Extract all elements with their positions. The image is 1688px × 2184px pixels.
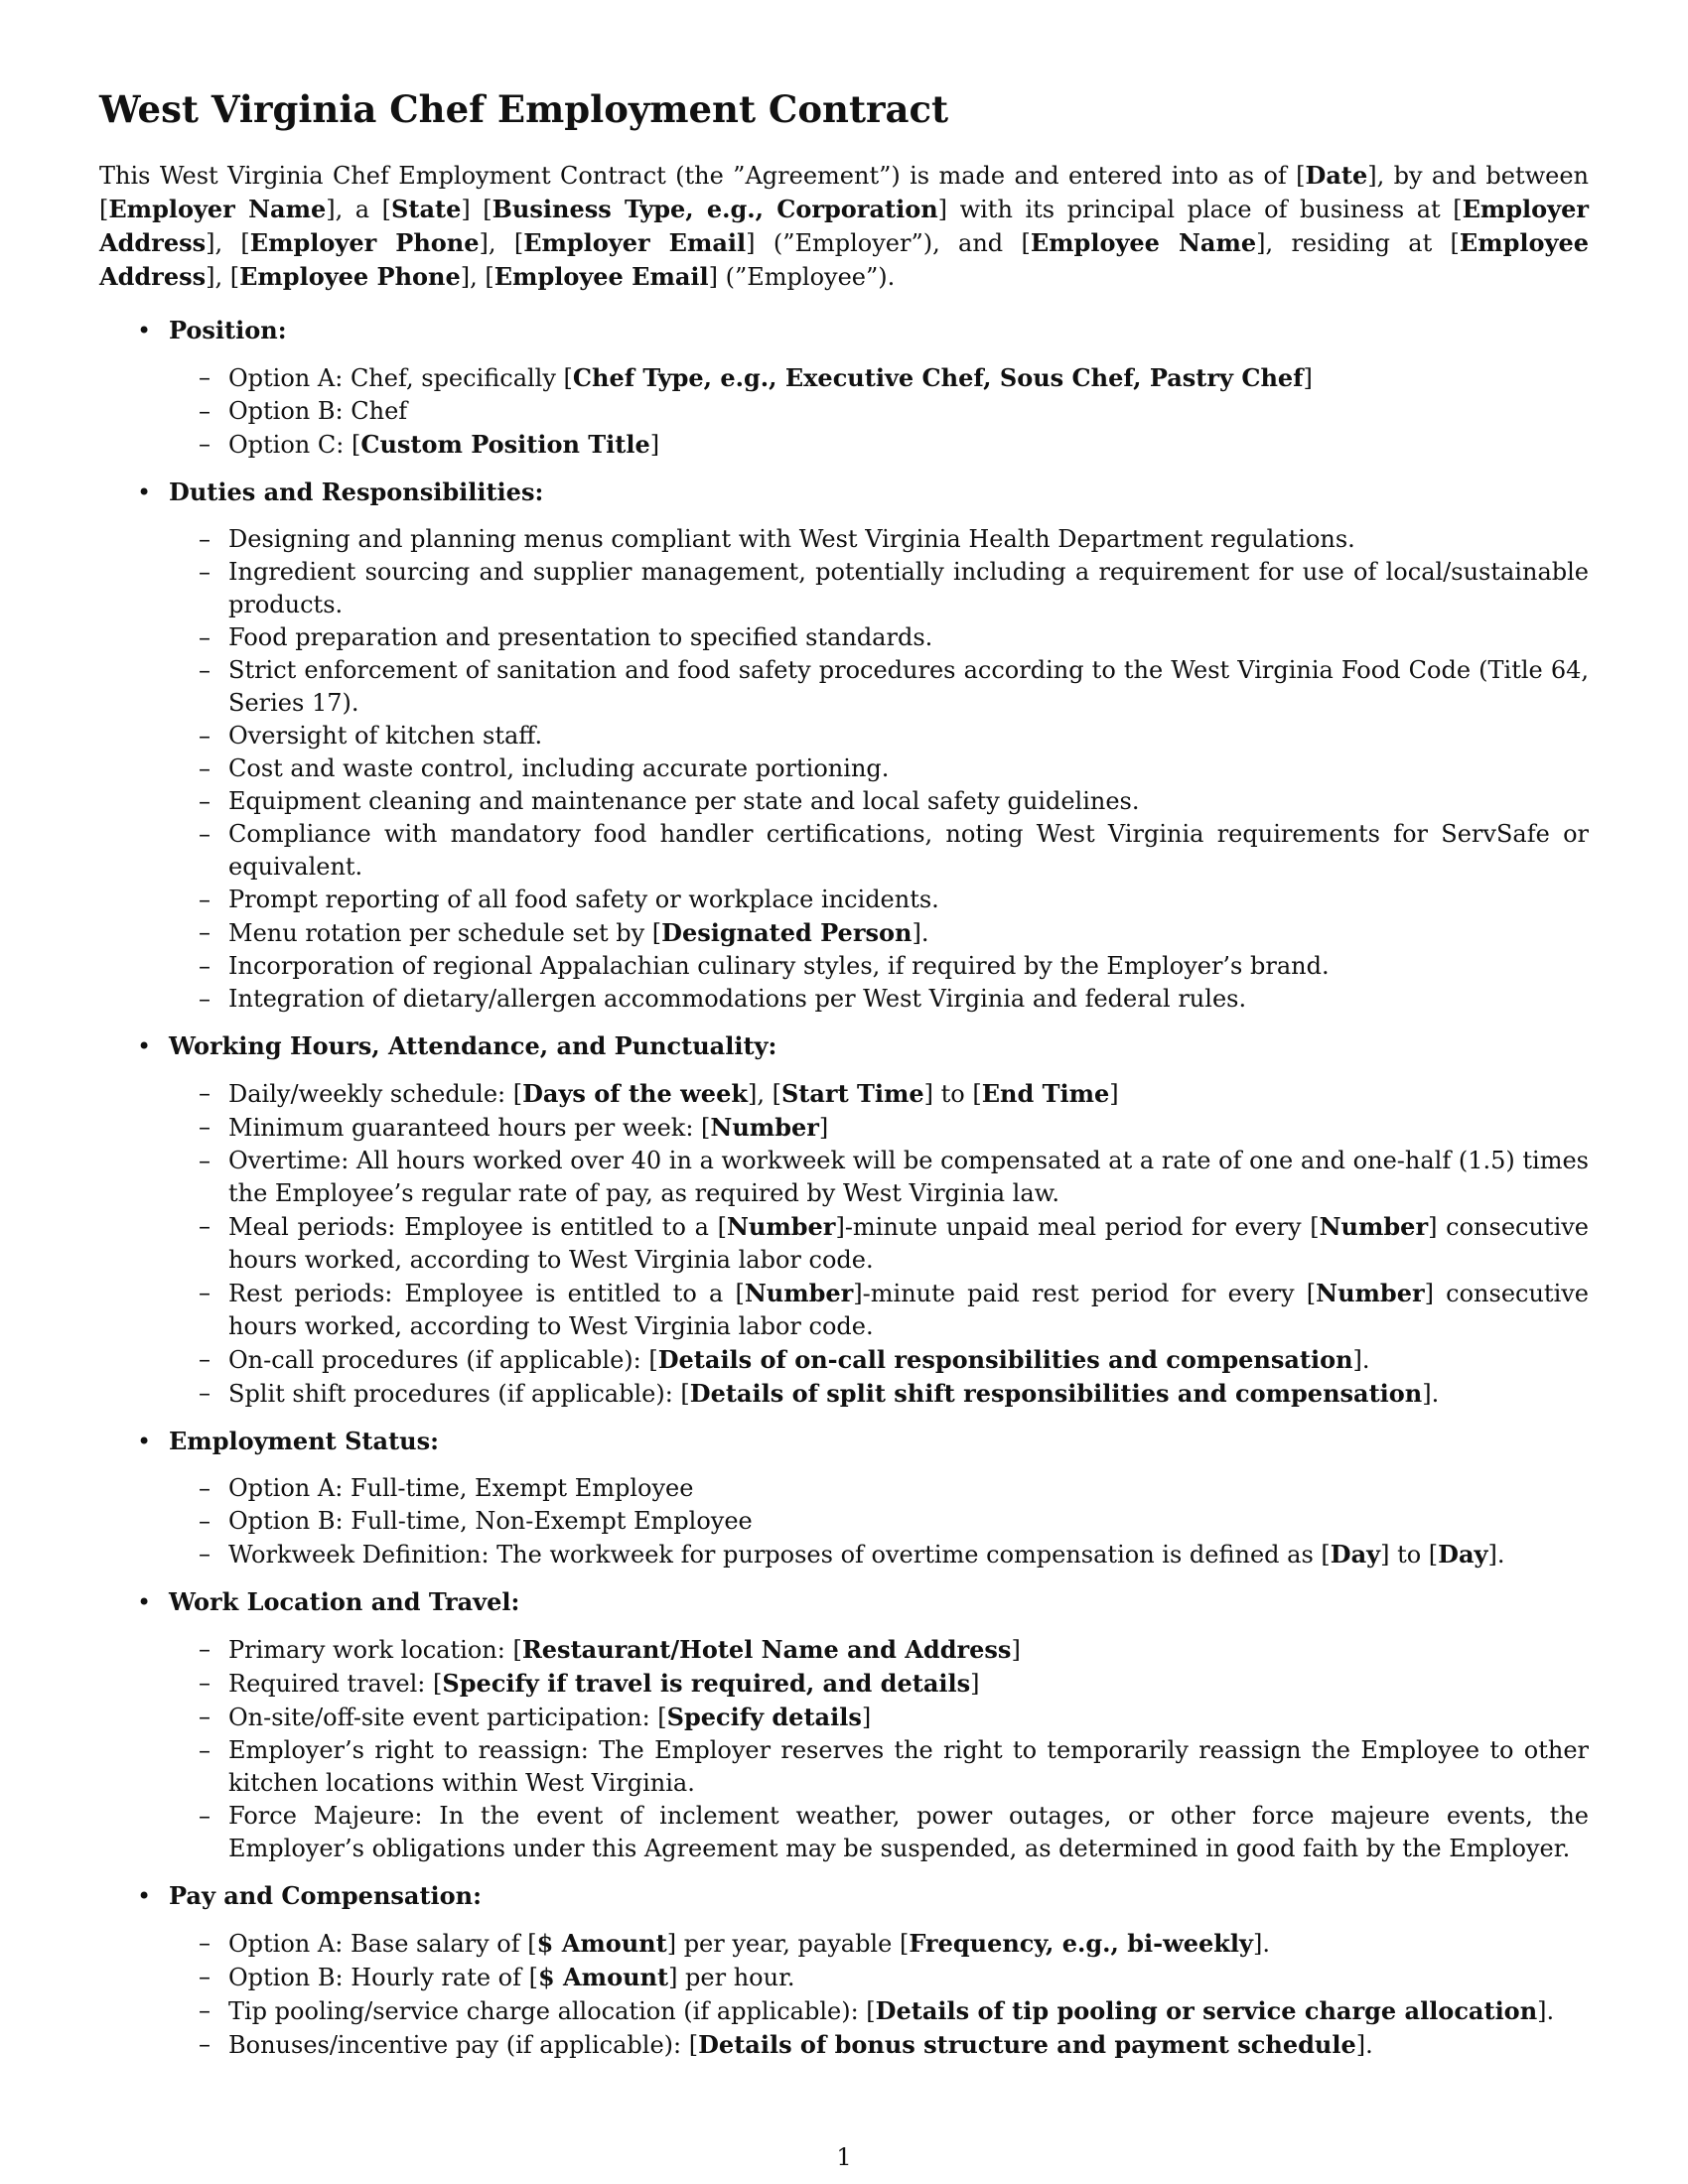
section-title: • Duties and Responsibilities: xyxy=(169,478,544,507)
item-list xyxy=(169,1077,1589,1411)
placeholder-employer-address: Employer Address xyxy=(99,195,1590,258)
list-item: – Daily/weekly schedule: [Days of the week], [Start Time] to [End Time] xyxy=(169,1077,1589,1111)
list-item: – Option B: Chef xyxy=(169,395,1589,428)
list-item: – Option C: [Custom Position Title] xyxy=(169,428,1589,462)
intro-paragraph: This West Virginia Chef Employment Contract (the ”Agreement”) is made and entered into as of [Date], by and between [Employer Name], a [State] [Business Type, e.g., Corporation] with its principal place of business at [Employer Address], [Employer Phone], [Employer Email] (”Employer”), and [Employee Name], residing at [Employee Address], [Employee Phone], [Employee Email] (”Employee”). xyxy=(99,161,1590,292)
section-employment-status xyxy=(99,1425,1589,1571)
placeholder-employee-email: Employee Email xyxy=(493,262,709,292)
list-item: – Incorporation of regional Appalachian culinary styles, if required by the Employer’s brand. xyxy=(169,950,1589,983)
list-item: – Oversight of kitchen staff. xyxy=(169,720,1589,752)
list-item: – Bonuses/incentive pay (if applicable): [Details of bonus structure and payment schedule]. xyxy=(169,2028,1589,2062)
placeholder-business-type: Business Type, e.g., Corporation xyxy=(492,195,938,224)
list-item: – Prompt reporting of all food safety or workplace incidents. xyxy=(169,884,1589,916)
item-list xyxy=(169,1927,1589,2062)
section-title: • Employment Status: xyxy=(169,1427,439,1456)
list-item: – Option B: Hourly rate of [$ Amount] per hour. xyxy=(169,1961,1589,1994)
placeholder-employer-email: Employer Email xyxy=(523,228,747,258)
list-item: – Meal periods: Employee is entitled to a [Number]-minute unpaid meal period for every [Number] consecutive hours worked, according to West Virginia labor code. xyxy=(169,1210,1589,1277)
list-item: – Tip pooling/service charge allocation (if applicable): [Details of tip pooling or service charge allocation]. xyxy=(169,1994,1589,2028)
list-item: – Rest periods: Employee is entitled to a [Number]-minute paid rest period for every [Number] consecutive hours worked, according to West Virginia labor code. xyxy=(169,1277,1589,1343)
list-item: – Workweek Definition: The workweek for purposes of overtime compensation is defined as [Day] to [Day]. xyxy=(169,1538,1589,1571)
section-title: • Work Location and Travel: xyxy=(169,1587,520,1617)
section-pay xyxy=(99,1879,1589,2062)
contract-sections xyxy=(99,314,1589,2062)
document-title: West Virginia Chef Employment Contract xyxy=(99,87,949,131)
list-item: – On-call procedures (if applicable): [Details of on-call responsibilities and compensation]. xyxy=(169,1343,1589,1377)
document-page xyxy=(99,87,1589,2076)
section-work-location xyxy=(99,1585,1589,1865)
section-title: • Working Hours, Attendance, and Punctuality: xyxy=(169,1031,777,1061)
section-position xyxy=(99,314,1589,462)
list-item: – Ingredient sourcing and supplier management, potentially including a requirement for use of local/sustainable products. xyxy=(169,556,1589,621)
list-item: – Force Majeure: In the event of inclement weather, power outages, or other force majeure events, the Employer’s obligations under this Agreement may be suspended, as determined in good faith by the Employer. xyxy=(169,1800,1589,1865)
item-list xyxy=(169,361,1589,462)
item-list xyxy=(169,523,1589,1016)
placeholder-employee-phone: Employee Phone xyxy=(239,262,461,292)
section-duties xyxy=(99,476,1589,1016)
placeholder-employer-name: Employer Name xyxy=(108,195,327,224)
list-item: – Compliance with mandatory food handler certifications, noting West Virginia requirements for ServSafe or equivalent. xyxy=(169,818,1589,884)
section-title: • Position: xyxy=(169,316,287,345)
list-item: – Option A: Base salary of [$ Amount] per year, payable [Frequency, e.g., bi-weekly]. xyxy=(169,1927,1589,1961)
list-item: – Option A: Full-time, Exempt Employee xyxy=(169,1472,1589,1505)
item-list xyxy=(169,1633,1589,1865)
page-number: 1 xyxy=(836,2143,852,2171)
list-item: – Overtime: All hours worked over 40 in a workweek will be compensated at a rate of one and one-half (1.5) times the Employee’s regular rate of pay, as required by West Virginia law. xyxy=(169,1145,1589,1210)
list-item: – Cost and waste control, including accurate portioning. xyxy=(169,752,1589,785)
list-item: – Menu rotation per schedule set by [Designated Person]. xyxy=(169,916,1589,950)
list-item: – Required travel: [Specify if travel is required, and details] xyxy=(169,1667,1589,1701)
placeholder-employee-name: Employee Name xyxy=(1030,228,1257,258)
list-item: – On-site/off-site event participation: [Specify details] xyxy=(169,1701,1589,1734)
list-item: – Minimum guaranteed hours per week: [Number] xyxy=(169,1111,1589,1145)
placeholder-employee-address: Employee Address xyxy=(99,228,1589,292)
list-item: – Designing and planning menus compliant with West Virginia Health Department regulations. xyxy=(169,523,1589,556)
list-item: – Option B: Full-time, Non-Exempt Employee xyxy=(169,1505,1589,1538)
list-item: – Food preparation and presentation to specified standards. xyxy=(169,621,1589,654)
placeholder-state: State xyxy=(391,195,462,224)
list-item: – Equipment cleaning and maintenance per state and local safety guidelines. xyxy=(169,785,1589,818)
placeholder-date: Date xyxy=(1305,161,1368,191)
list-item: – Integration of dietary/allergen accommodations per West Virginia and federal rules. xyxy=(169,983,1589,1016)
section-working-hours xyxy=(99,1029,1589,1411)
list-item: – Primary work location: [Restaurant/Hotel Name and Address] xyxy=(169,1633,1589,1667)
list-item: – Employer’s right to reassign: The Employer reserves the right to temporarily reassign the Employee to other kitchen locations within West Virginia. xyxy=(169,1734,1589,1800)
list-item: – Split shift procedures (if applicable): [Details of split shift responsibilities and compensation]. xyxy=(169,1377,1589,1411)
placeholder-employer-phone: Employer Phone xyxy=(249,228,480,258)
list-item: – Strict enforcement of sanitation and food safety procedures according to the West Virginia Food Code (Title 64, Series 17). xyxy=(169,654,1589,720)
section-title: • Pay and Compensation: xyxy=(169,1881,482,1911)
list-item: – Option A: Chef, specifically [Chef Type, e.g., Executive Chef, Sous Chef, Pastry Chef] xyxy=(169,361,1589,395)
item-list xyxy=(169,1472,1589,1571)
